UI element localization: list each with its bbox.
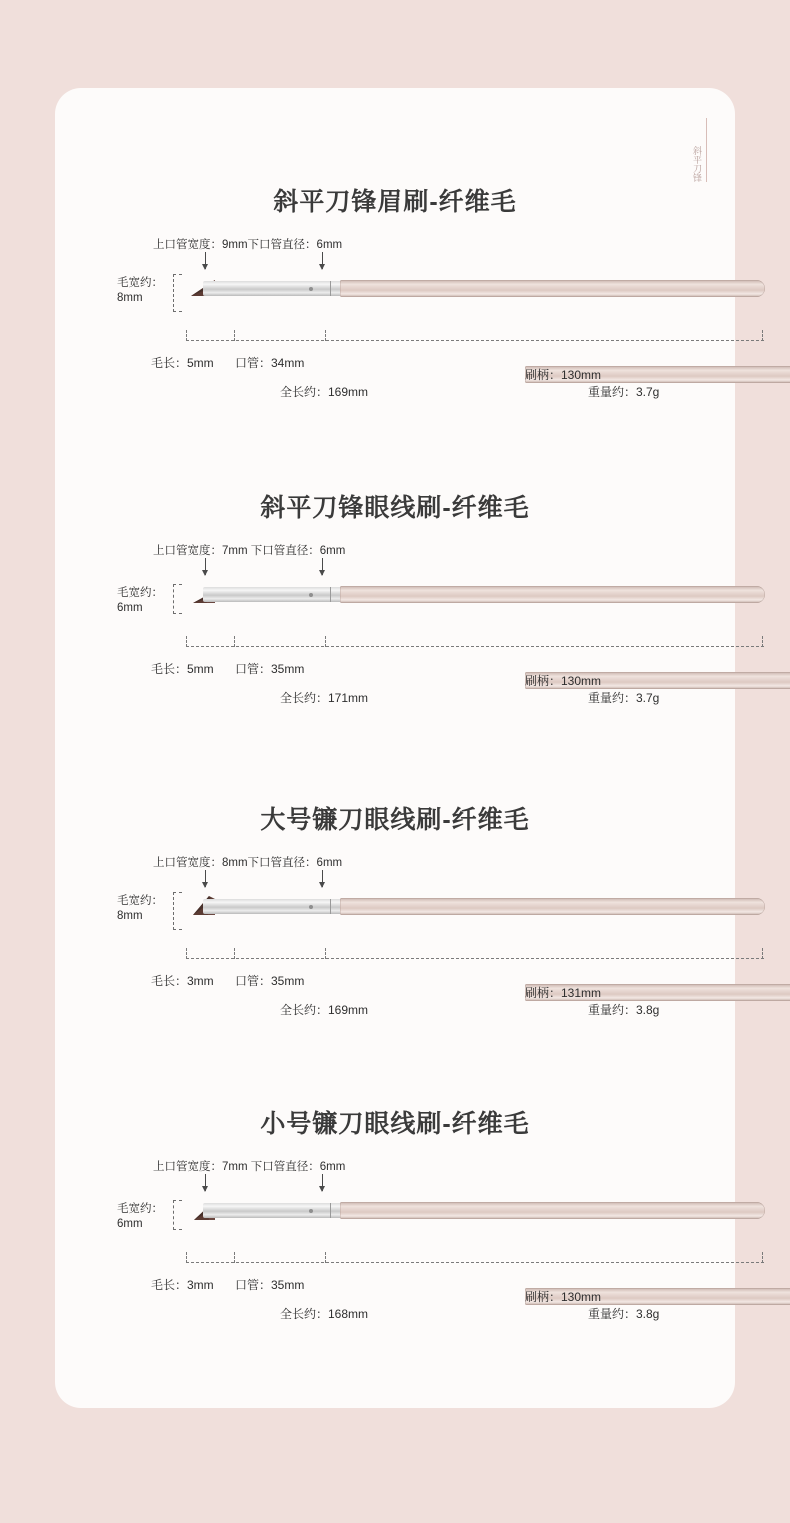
measure-tick <box>186 948 188 959</box>
total-length-label: 全长约：168mm <box>280 1307 369 1321</box>
arrow-down-icon <box>205 558 206 575</box>
measure-tick <box>234 636 236 647</box>
brush-handle <box>340 1202 765 1219</box>
product-spec-card <box>55 88 735 1408</box>
ferrule-dot <box>309 1209 313 1213</box>
measure-line <box>186 1262 764 1275</box>
hair-width-bracket <box>173 1200 182 1230</box>
brush-illustration <box>185 268 765 312</box>
total-length-label: 全长约：169mm <box>280 1003 369 1017</box>
brush-handle <box>340 586 765 603</box>
hair-width-label: 毛宽约： 6mm <box>117 1203 163 1230</box>
measure-tick <box>325 1252 327 1263</box>
product-block-3 <box>55 800 735 1069</box>
ferrule <box>203 899 343 914</box>
hair-length-label: 毛长：3mm <box>151 1278 214 1292</box>
tube-dimension-label: 上口管宽度：9mm下口管直径：6mm <box>153 239 343 251</box>
measure-tick <box>234 330 236 341</box>
tube-length-label: 口管：35mm <box>235 1278 305 1292</box>
measure-tick <box>325 636 327 647</box>
handle-length-label: 刷柄：131mm <box>525 984 790 1001</box>
measure-tick <box>762 636 764 647</box>
hair-width-label: 毛宽约： 6mm <box>117 587 163 614</box>
ferrule <box>203 1203 343 1218</box>
product-block-4 <box>55 1104 735 1373</box>
measure-tick <box>762 330 764 341</box>
handle-length-label: 刷柄：130mm <box>525 672 790 689</box>
weight-label: 重量约：3.7g <box>588 385 660 399</box>
tube-length-label: 口管：35mm <box>235 662 305 676</box>
hair-length-label: 毛长：5mm <box>151 662 214 676</box>
hair-length-label: 毛长：3mm <box>151 974 214 988</box>
total-length-label: 全长约：171mm <box>280 691 369 705</box>
product-title: 小号镰刀眼线刷-纤维毛 <box>260 1110 530 1138</box>
product-diagram <box>55 542 735 757</box>
measure-tick <box>762 1252 764 1263</box>
product-title: 斜平刀锋眉刷-纤维毛 <box>273 188 517 216</box>
product-diagram <box>55 854 735 1069</box>
brush-illustration <box>185 574 765 618</box>
arrow-down-icon <box>322 1174 323 1191</box>
measure-tick <box>234 948 236 959</box>
ferrule <box>203 587 343 602</box>
hair-width-bracket <box>173 892 182 930</box>
hair-width-bracket <box>173 274 182 312</box>
arrow-down-icon <box>322 252 323 269</box>
measure-tick <box>762 948 764 959</box>
corner-watermark: 斜平刀锋 <box>678 118 707 182</box>
product-title: 大号镰刀眼线刷-纤维毛 <box>260 806 530 834</box>
hair-width-label: 毛宽约： 8mm <box>117 895 163 922</box>
arrow-down-icon <box>205 1174 206 1191</box>
arrow-down-icon <box>322 558 323 575</box>
arrow-down-icon <box>322 870 323 887</box>
tube-dimension-label: 上口管宽度：7mm 下口管直径：6mm <box>153 1161 346 1173</box>
weight-label: 重量约：3.7g <box>588 691 660 705</box>
handle-length-label: 刷柄：130mm <box>525 1288 790 1305</box>
ferrule-dot <box>309 905 313 909</box>
weight-label: 重量约：3.8g <box>588 1003 660 1017</box>
measure-tick <box>325 330 327 341</box>
arrow-down-icon <box>205 252 206 269</box>
hair-width-bracket <box>173 584 182 614</box>
brush-handle <box>340 280 765 297</box>
tube-dimension-label: 上口管宽度：7mm 下口管直径：6mm <box>153 545 346 557</box>
hair-length-label: 毛长：5mm <box>151 356 214 370</box>
ferrule <box>203 281 343 296</box>
measure-tick <box>234 1252 236 1263</box>
measure-line <box>186 646 764 659</box>
weight-label: 重量约：3.8g <box>588 1307 660 1321</box>
measure-tick <box>325 948 327 959</box>
arrow-down-icon <box>205 870 206 887</box>
tube-dimension-label: 上口管宽度：8mm下口管直径：6mm <box>153 857 343 869</box>
brush-illustration <box>185 886 765 930</box>
handle-length-label: 刷柄：130mm <box>525 366 790 383</box>
brush-handle <box>340 898 765 915</box>
product-diagram <box>55 1158 735 1373</box>
measure-tick <box>186 330 188 341</box>
measure-line <box>186 958 764 971</box>
total-length-label: 全长约：169mm <box>280 385 369 399</box>
product-block-1 <box>55 182 735 451</box>
measure-line <box>186 340 764 353</box>
tube-length-label: 口管：35mm <box>235 974 305 988</box>
hair-width-label: 毛宽约： 8mm <box>117 277 163 304</box>
measure-tick <box>186 636 188 647</box>
brush-illustration <box>185 1190 765 1234</box>
ferrule-dot <box>309 593 313 597</box>
product-block-2 <box>55 488 735 757</box>
ferrule-dot <box>309 287 313 291</box>
tube-length-label: 口管：34mm <box>235 356 305 370</box>
product-diagram <box>55 236 735 451</box>
measure-tick <box>186 1252 188 1263</box>
product-title: 斜平刀锋眼线刷-纤维毛 <box>260 494 530 522</box>
